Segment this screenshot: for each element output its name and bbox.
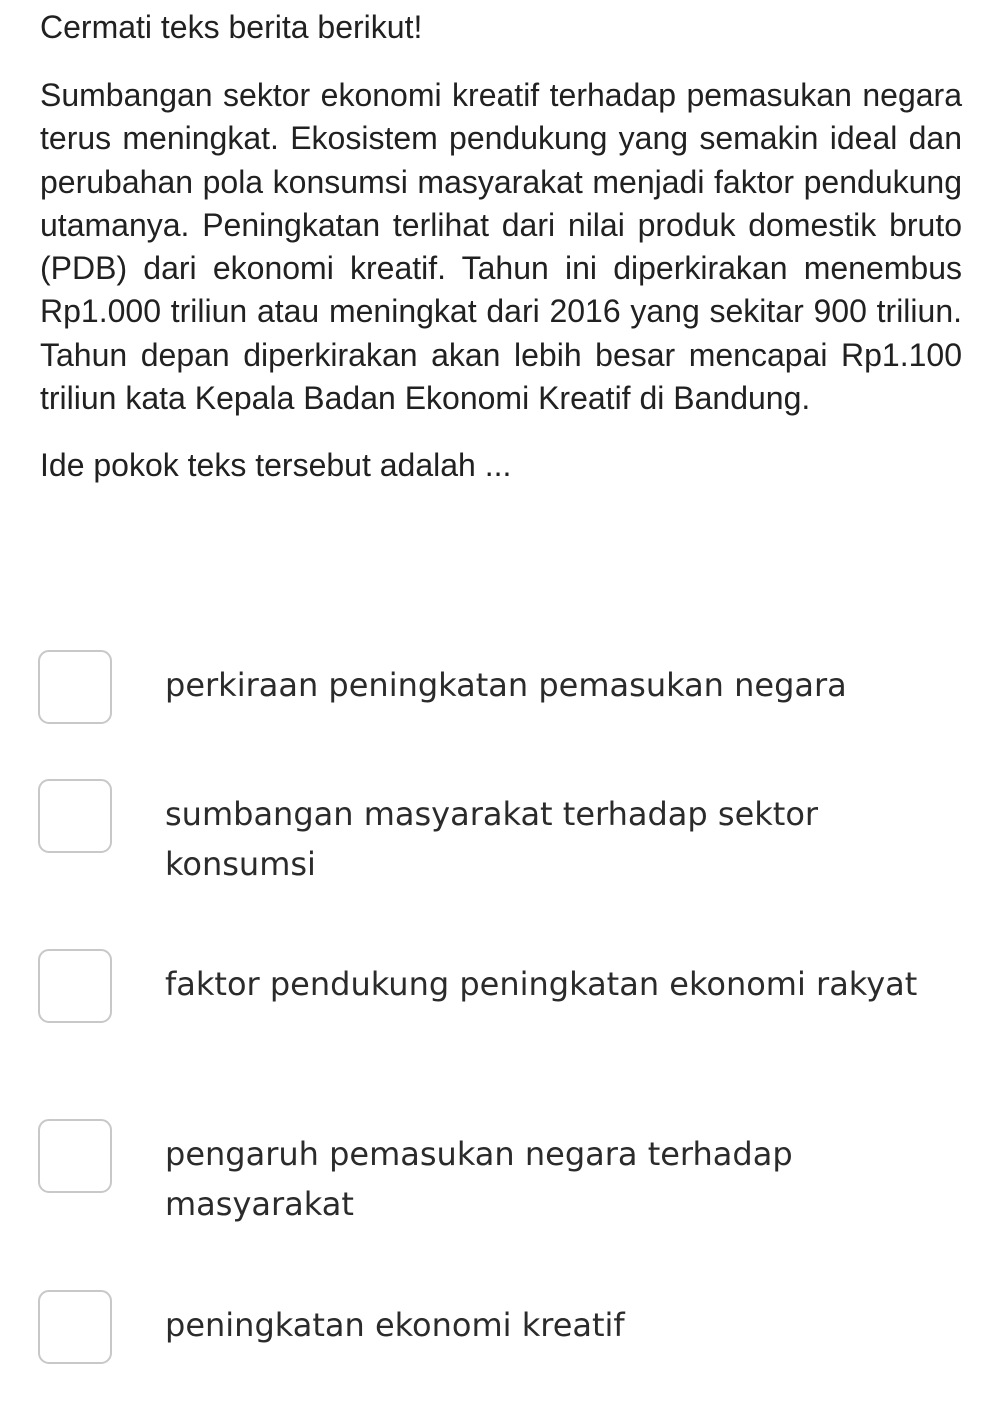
option-checkbox[interactable] <box>38 1119 112 1193</box>
option-checkbox[interactable] <box>38 949 112 1023</box>
news-passage: Sumbangan sektor ekonomi kreatif terhadap pemasukan negara terus meningkat. Ekosistem pendukung yang semakin ideal dan perubahan pola konsumsi masyarakat menjadi faktor pendukung utamanya. Peningkatan terlihat dari nilai produk domestik bruto (PDB) dari ekonomi kreatif. Tahun ini diperkirakan menembus Rp1.000 triliun atau meningkat dari 2016 yang sekitar 900 triliun. Tahun depan diperkirakan akan lebih besar mencapai Rp1.100 triliun kata Kepala Badan Ekonomi Kreatif di Bandung. <box>40 77 962 417</box>
option-checkbox[interactable] <box>38 779 112 853</box>
option-label: sumbangan masyarakat terhadap sektor konsumsi <box>165 795 819 883</box>
question-block <box>40 0 962 486</box>
option-label: perkiraan peningkatan pemasukan negara <box>165 666 847 704</box>
option-checkbox[interactable] <box>38 650 112 724</box>
option-checkbox[interactable] <box>38 1290 112 1364</box>
option-label: pengaruh pemasukan negara terhadap masyarakat <box>165 1135 793 1223</box>
question-prompt: Ide pokok teks tersebut adalah ... <box>40 447 512 484</box>
option-label: peningkatan ekonomi kreatif <box>165 1306 625 1344</box>
option-label: faktor pendukung peningkatan ekonomi rakyat <box>165 965 918 1003</box>
question-instruction: Cermati teks berita berikut! <box>40 9 423 45</box>
